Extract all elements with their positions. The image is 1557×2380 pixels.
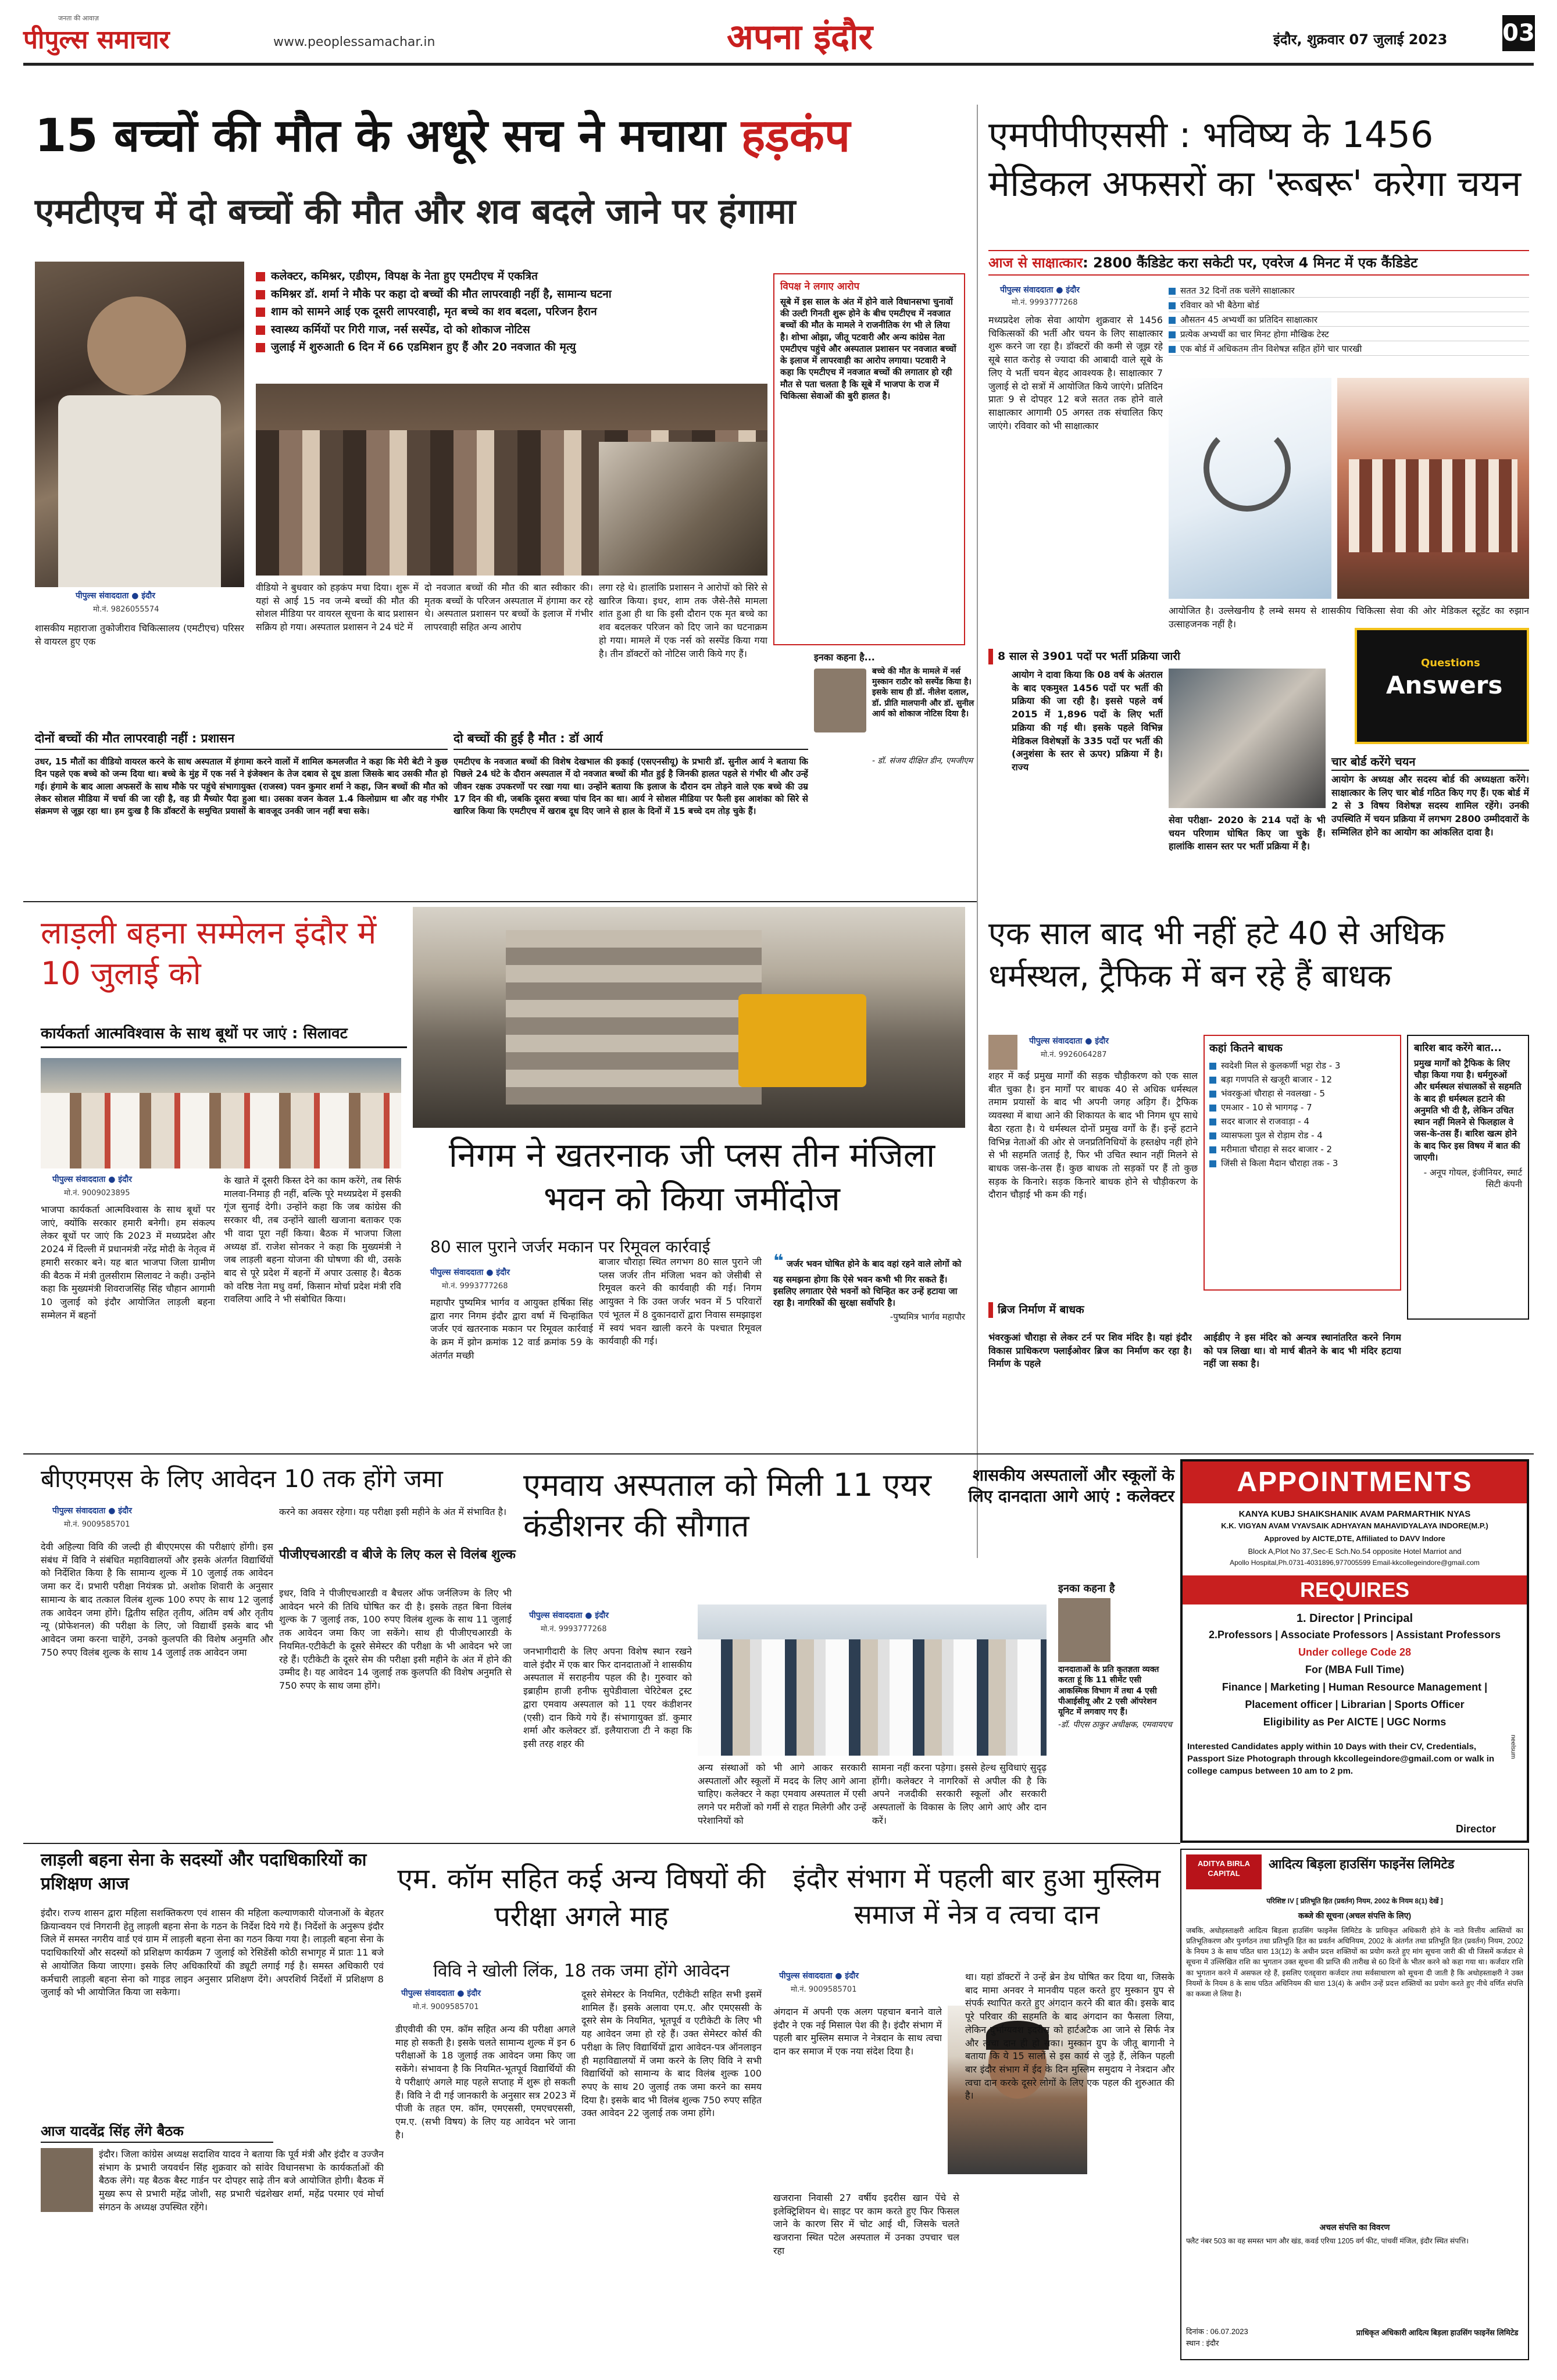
lead-headline (35, 110, 954, 163)
nigam-quote (773, 1250, 965, 1436)
lead-subhead: एमटीएच में दो बच्चों की मौत और शव बदले जाने पर हंगामा (35, 191, 796, 232)
ladli2-text: इंदौर। राज्य शासन द्वारा महिला सशक्तिकरण एवं शासन की महिला कल्याणकारी योजनाओं के बेहतर क्रियान्वयन एवं निगरानी हेतु लाड़ली बहना सेना के गठन के निर्देश दिये गये हैं। निर्देशों के अनुरूप इंदौर जिले में समस्त नगरीय वार्ड एवं ग्राम में लाड़ली बहना सेना का गठन किया गया है। लाड़ली बहना सेना के पदाधिकारियों और सदस्यों को प्रशिक्षण कार्यक्रम 7 जुलाई को रेसिडेंसी कोठी सभागृह में प्रातः 11 बजे से आयोजित किया जाएगा। इसके लिए अधिकारियों की ड्यूटी लगाई गई है। समस्त अधिकारी एवं कर्मचारी लाड़ली बहना सेना को गाइड लाइन अनुसार प्रशिक्षण देंगे। अपरशिर्य निर्देशों में प्रशिक्षण 8 जुलाई को भी आयोजित किया जा सकेगा। (41, 1907, 384, 1998)
myh-kahna-attrib: -डॉ. पीएस ठाकुर अधीक्षक, एमवायएच (1058, 1720, 1172, 1730)
myh-headline: एमवाय अस्पताल को मिली 11 एयर कंडीशनर की सौगात (523, 1467, 931, 1545)
ad-org: KANYA KUBJ SHAIKSHANIK AVAM PARMARTHIK NYAS (1238, 1509, 1471, 1519)
nigam-photo (413, 907, 965, 1128)
pg-heading: पीजीएचआरडी व बीजे के लिए कल से विलंब शुल्क (279, 1548, 516, 1562)
muslim-body-col2: था। यहां डॉक्टरों ने उन्हें ब्रेन डेथ घोषित कर दिया था, जिसके बाद मामा अनवर ने मानवीय पहल करते हुए मुस्कान ग्रुप से संपर्क स्थापित करते हुए अंगदान करने की बात की। इसके बाद पूरे परिवार की सहमति के बाद अंगदान का फैसला लिया, लेकिन दुर्भाग्यवश इदरीस को हार्टअटैक आ जाने से सिर्फ नेत्र और त्वचा दान ही हो सका। मुस्कान ग्रुप के जीतू बागानी ने बताया कि ये 15 सालों से इस कार्य से जुड़े हैं, लेकिन पहली बार इंदौर संभाग में ईद के दिन मुस्लिम समुदाय ने नेत्रदान और त्वचा दान करके दूसरे लोगों के लिए एक पहल की शुरुआत की है। (965, 1971, 1174, 2102)
mppsc-strip-text: : 2800 कैंडिडेट करा सकेटी पर, एवरेज 4 मिनट में एक कैंडिडेट (1083, 255, 1418, 271)
notice-brand-text: ADITYA BIRLA CAPITAL (1197, 1859, 1251, 1878)
kahan-list (1209, 1060, 1395, 1170)
ad-line7: Eligibility as Per AICTE | UGC Norms (1263, 1716, 1447, 1728)
section-rule (23, 901, 977, 902)
vipaksh-box (773, 273, 965, 645)
lead-body-col4: लगा रहे थे। हालांकि प्रशासन ने आरोपों को सिरे से खारिज किया। इधर, शाम तक जैसे-तैसे मामला शांत हुआ ही था कि इसी दौरान एक मृत बच्चे का शव बदलकर परिजन को दिए जाने का घटनाक्रम हो गया। मामले में एक नर्स को सस्पेंड किया गया है। तीन डॉक्टरों को नोटिस जारी किये गए हैं। (599, 582, 767, 659)
nigam-body-col2: बाजार चौराहा स्थित लगभग 80 साल पुराने जी प्लस जर्जर तीन मंजिला भवन को जेसीबी से रिमूवल करने की कार्यवाही की गई। निगम आयुक्त ने कि उक्त जर्जर भवन में 5 परिवारों एवं भूतल में 8 दुकानदारों द्वारा निवास समझाइश में स्वयं भवन खाली करने के पश्चात रिमूवल कार्यवाही की गई। (599, 1256, 762, 1347)
ladli-headline: लाड़ली बहना सम्मेलन इंदौर में 10 जुलाई को (41, 914, 377, 992)
kahan-heading (1209, 1041, 1395, 1056)
board-text: आयोग के अध्यक्ष और सदस्य बोर्ड की अध्यक्षता करेंगे। साक्षात्कार के लिए चार बोर्ड गठित किए गए हैं। एक बोर्ड में 2 से 3 विषय विशेषज्ञ सदस्य शामिल रहेंगे। उनकी उपस्थिति में चयन प्रक्रिया में लगभग 2800 उम्मीदवारों के सम्मिलित होने का आयोग का आंकलित दावा है। (1331, 774, 1529, 838)
mppsc-fact: रविवार को भी बैठेगा बोर्ड (1169, 299, 1529, 312)
mppsc-photo-building (1337, 378, 1529, 599)
nigam-deck: 80 साल पुराने जर्जर मकान पर रिमूवल कार्रवाई (430, 1237, 710, 1256)
kahan-item: भंवरकुआं चौराहा से नवलखा - 5 (1209, 1088, 1395, 1100)
ladli-photo (41, 1058, 401, 1168)
myh-body-col2: अन्य संस्थाओं को भी आगे आकर सरकारी अस्पतालों और स्कूलों में मदद के लिए आगे आना चाहिए। कलेक्टर ने कहा एमवाय अस्पताल में एसी लगने पर मरीजों को गर्मी से राहत मिलेगी और उन्हें परेशानियों को (698, 1762, 866, 1826)
muslim-body-col1b: खजराना निवासी 27 वर्षीय इदरीस खान पेंचे से इलेक्ट्रिशियन थे। साइट पर काम करते हुए फिर फिसल जाने के कारण सिर में चोट आई थी, जिसके चलते खजराना स्थित पटेल अस्पताल में उनका उपचार चल रहा (773, 2192, 959, 2256)
dharm-photo (988, 1035, 1017, 1070)
ad-line2: 2.Professors | Associate Professors | Assistant Professors (1209, 1629, 1501, 1641)
mppsc-fact: एक बोर्ड में अधिकतम तीन विशेषज्ञ सहित होंगे चार पारखी (1169, 343, 1529, 356)
nigam-body-col1: महापौर पुष्यमित्र भार्गव व आयुक्त हर्षिका सिंह द्वारा नगर निगम इंदौर द्वारा वर्षा में चिन्हांकित जर्जर एवं खतरनाक मकान पर रिमूवल कार्रवाई के क्रम में झोन क्रमांक 12 वार्ड क्रमांक 59 के अंतर्गत मच्छी (430, 1297, 593, 1361)
col-divider (977, 105, 978, 1558)
myh-body-col1: जनभागीदारी के लिए अपना विशेष स्थान रखने वाले इंदौर में एक बार फिर दानदाताओं ने शासकीय अस्पताल में सराहनीय पहल की है। गुरुवार को इब्राहीम हाजी हनीफ सुपेडीवाला चेरिटेबल ट्रस्ट द्वारा एमवाय अस्पताल को 11 एयर कंडीशनर (एसी) दान किये गये हैं। संभागायुक्त डॉ. कुमार शर्मा और कलेक्टर डॉ. इलैयाराजा टी ने कहा कि इसी तरह शहर की (523, 1646, 692, 1750)
mppsc-strip-red: आज से साक्षात्कार (988, 255, 1083, 271)
mcom-body-col1: डीएवीवी की एम. कॉम सहित अन्य की परीक्षा अगले माह हो सकती है। इसके चलते सामान्य शुल्क में इन 6 परीक्षाओं के 18 जुलाई तक आवेदन जमा किए जा सकेंगे। संभावना है कि नियमित-भूतपूर्व विद्यार्थियों की ये परीक्षाएं अगले माह पहले सप्ताह में शुरू हो सकती हैं। विवि ने दी गई जानकारी के अनुसार सत्र 2023 में पीजी के तहत एम. कॉम, एमएससी, एमएचएससी, एम.ए. (सभी विषय) के लिए यह आवेदन भरे जाना है। (395, 2024, 576, 2140)
notice-box (1180, 1849, 1529, 2360)
myh-mobile: मो.नं. 9993777268 (541, 1625, 607, 1634)
ad-footer: Interested Candidates apply within 10 Days with their CV, Credentials, Passport Size Photograph through kkcollegeindore@gmail.com or walk in college campus between 10 am to 2 pm. (1187, 1742, 1495, 1776)
ladli-body-col2: के खाते में दूसरी किस्त देने का काम करेंगे, तब सिर्फ मालवा-निमाड़ ही नहीं, बल्कि पूरे मध्यप्रदेश में इसकी गूंज सुनाई देगी। उन्होंने कहा कि जब कांग्रेस की सरकार थी, तब उन्होंने खाली खजाना बताकर एक भी वादा पूरा नहीं किया। बैठक में भाजपा जिला अध्यक्ष डॉ. राजेश सोनकर ने कहा कि मुख्यमंत्री ने जब लाड़ली बहना योजना की घोषणा की थी, उसके बाद से पूरे प्रदेश में बहनों में अपार उत्साह है। बैठक को वरिष्ठ नेता मधु वर्मा, किसान मोर्चा प्रदेश मंत्री रवि रावलिया आदि ने भी संबोधित किया। (224, 1175, 401, 1305)
bridge-heading: ब्रिज निर्माण में बाधक (988, 1302, 1221, 1318)
myh-kahna (1058, 1581, 1174, 1849)
photo-figure (58, 395, 221, 587)
myh-kahna-text: दानदाताओं के प्रति कृतज्ञता व्यक्त करता हूं कि 11 सीमेंट एसी आकस्मिक विभाग में तथा 4 एसी पीआईसीयू और 2 एसी ऑपरेशन यूनिट में लगवाए गए हैं। (1058, 1665, 1159, 1717)
sub2-heading: दो बच्चों की हुई है मौत : डॉ आर्य (453, 730, 808, 750)
kahna-box (814, 651, 977, 785)
lead-bullet: कमिश्नर डॉ. शर्मा ने मौके पर कहा दो बच्चों की मौत लापरवाही नहीं है, सामान्य घटना (256, 287, 767, 302)
lead-bullet: स्वास्थ्य कर्मियों पर गिरी गाज, नर्स सस्पेंड, दो को शोकाज नोटिस (256, 322, 767, 338)
barish-text: प्रमुख मार्गों को ट्रैफिक के लिए चौड़ा किया गया है। धर्मगुरुओं और धर्मस्थल संचालकों से सहमति के बाद ही धर्मस्थल हटाने की अनुमति भी दी है, लेकिन उचित स्थान नहीं मिलने से फिलहाल वे जस-के-तस हैं। बारिश खत्म होने के बाद फिर इस विषय में बात की जाएगी। (1414, 1057, 1522, 1163)
mppsc-photo-interview (1169, 669, 1326, 808)
kahan-heading-text: कहां कितने बाधक (1209, 1042, 1283, 1055)
photo-excavator (738, 994, 866, 1087)
lead-mobile: मो.नं. 9826055574 (93, 605, 159, 614)
notice-date: दिनांक : 06.07.2023 (1186, 2327, 1248, 2336)
ad-requires: REQUIRES (1183, 1575, 1527, 1604)
mppsc-facts (1169, 285, 1529, 358)
myh-body-col3: सामना नहीं करना पड़ेगा। इससे हेल्थ सुविधाएं सुदृढ़ होंगी। कलेक्टर ने नागरिकों से अपील की है कि अपने नजदीकी सरकारी स्कूलों और सरकारी अस्पतालों के विकास के लिए आगे आएं और दान करें। (872, 1762, 1047, 1826)
nigam-mobile: मो.नं. 9993777268 (442, 1282, 508, 1291)
quote-icon: ❝ (773, 1251, 784, 1271)
ladli2-sub-heading: आज यादवेंद्र सिंह लेंगे बैठक (41, 2122, 273, 2143)
bridge-text: भंवरकुआं चौराहा से लेकर टर्न पर शिव मंदिर है। यहां इंदौर विकास प्राधिकरण फ्लाईओवर ब्रिज का निर्माण कर रहा है। निर्माण के पहले (988, 1332, 1192, 1370)
ad-sign: Director (1456, 1823, 1497, 1835)
kahna-attrib: - डॉ. संजय दीक्षित डीन, एमजीएम (872, 756, 973, 766)
kahna-heading: इनका कहना है... (814, 652, 875, 663)
lead-credit: पीपुल्स संवाददाता ● इंदौर (76, 591, 155, 601)
myh-kahna-heading: इनका कहना है (1058, 1582, 1115, 1595)
lead-body-col3: दो नवजात बच्चों की मौत की बात स्वीकार की। मृतक बच्चों के परिजन अस्पताल में हंगामा कर रहे थे। अस्पताल प्रशासन पर बच्चों के इलाज में गंभीर लापरवाही सहित अन्य आरोप (424, 582, 593, 633)
notice-title: कब्जे की सूचना (अचल संपत्ति के लिए) (1298, 1911, 1412, 1920)
ad-line1: 1. Director | Principal (1296, 1612, 1413, 1625)
myh-photo (698, 1604, 1047, 1756)
bams-body-col2: करने का अवसर रहेगा। यह परीक्षा इसी महीने के अंत में संभावित है। (279, 1506, 507, 1517)
vipaksh-text: सूबे में इस साल के अंत में होने वाले विधानसभा चुनावों की उल्टी गिनती शुरू होने के बीच एमटीएच में नवजात बच्चों की मौत के मामले ने राजनीतिक रंग भी ले लिया है। शोभा ओझा, जीतू पटवारी और अन्य कांग्रेस नेता एमटीएच पहुंचे और अस्पताल प्रशासन पर नवजात बच्चों के इलाज में लापरवाही का आरोप लगाया। पटवारी ने कहा कि एमटीएच में नवजात बच्चों की लगातार हो रही मौत से पता चलता है कि सूबे में भाजपा के राज में चिकित्सा सेवाओं की बुरी हालत है। (780, 296, 956, 401)
lead-photo-3 (599, 442, 767, 576)
ladli-deck: कार्यकर्ता आत्मविश्वास के साथ बूथों पर जाएं : सिलावट (41, 1023, 407, 1048)
mppsc-mobile: मो.नं. 9993777268 (1012, 298, 1078, 307)
page-number: 03 (1502, 15, 1535, 51)
kahan-box (1204, 1035, 1401, 1291)
muslim-headline: इंदौर संभाग में पहली बार हुआ मुस्लिम समाज में नेत्र व त्वचा दान (792, 1863, 1161, 1931)
ad-line3: Under college Code 28 (1298, 1646, 1412, 1658)
mppsc-body: मध्यप्रदेश लोक सेवा आयोग शुक्रवार से 1456 चिकित्सकों की भर्ती और चयन के लिए साक्षात्कार शुरू करने जा रहा है। डॉक्टरों की कमी से जूझ रहे सूबे सात करोड़ से ज्यादा की आबादी वाले सूबे के लिए ये भर्ती चयन बेहद आवश्यक है। साक्षात्कार 7 जुलाई से दो सत्रों में आयोजित किये जाएंगे। प्रतिदिन प्रातः 9 से दोपहर 12 बजे सतत तक होने वाले साक्षात्कार आगामी 05 अगस्त तक संचालित किए जाएंगे। रविवार को भी साक्षात्कार (988, 315, 1163, 431)
muslim-credit: पीपुल्स संवाददाता ● इंदौर (779, 1971, 859, 1981)
ad-approved: Approved by AICTE,DTE, Affiliated to DAVV Indore (1264, 1534, 1445, 1543)
mcom-deck: विवि ने खोली लिंक, 18 तक जमा होंगे आवेदन (433, 1961, 730, 1981)
lead-bullet: कलेक्टर, कमिश्नर, एडीएम, विपक्ष के नेता हुए एमटीएच में एकत्रित (256, 269, 767, 284)
kahan-item: मरीमाता चौराहा से सदर बाजार - 2 (1209, 1143, 1395, 1156)
section-rule (23, 1453, 1534, 1455)
notice-sign: प्राधिकृत अधिकारी आदित्य बिड़ला हाउसिंग फाइनेंस लिमिटेड (1356, 2328, 1519, 2337)
ad-address: Block A,Plot No 37,Sec-E Sch.No.54 opposite Hotel Marriot and (1248, 1547, 1462, 1556)
section-rule (23, 1843, 1180, 1844)
photo-people (41, 1093, 401, 1168)
muslim-mobile: मो.नं. 9009585701 (791, 1985, 857, 1994)
sub1-text: उधर, 15 मौतों का वीडियो वायरल करने के साथ अस्पताल में हंगामा करने वालों में शामिल कमलजीत ने कहा कि मेरी बेटी ने कुछ दिन पहले एक बच्चे को जन्म दिया था। बच्चे के मुंह में एक नर्स ने इंजेक्शन के तेज दबाव से दूध डाला जिसके बाद उसकी मौत हो गई। हंगामे के बाद आला अफसरों के साथ मौके पर पहुंचे संभागायुक्त (राजस्व) पवन कुमार शर्मा ने कहा, जिन बच्चों की मौत को लेकर सोशल मीडिया में चर्चा की जा रही है, वह प्री मैच्योर पैदा हुआ था। उसका वजन केवल 1.4 किलोग्राम था और वह गंभीर संक्रमण से जूझ रहा था। हम दुःख है कि डॉक्टरों के समुचित प्रयासों के बावजूद उनकी जान नहीं बचा सके। (35, 756, 448, 817)
lead-body-col1: शासकीय महाराजा तुकोजीराव चिकित्सालय (एमटीएच) परिसर से वायरल हुए एक (35, 623, 244, 647)
photo-people (698, 1639, 1047, 1756)
stethoscope-icon (1204, 424, 1291, 512)
bams-headline: बीएएमएस के लिए आवेदन 10 तक होंगे जमा (41, 1464, 443, 1493)
masthead (23, 13, 1535, 59)
qa-graphic (1355, 628, 1529, 744)
mppsc-headline: एमपीपीएससी : भविष्य के 1456 मेडिकल अफसरों का 'रूबरू' करेगा चयन (988, 113, 1522, 205)
masthead-url: www.peoplessamachar.in (273, 35, 435, 49)
ladli2-photo (41, 2148, 93, 2212)
photo-building (506, 930, 762, 1105)
ad-side: neelsum (1509, 1735, 1517, 1759)
mppsc-sub-text2: सेवा परीक्षा- 2020 के 214 पदों के भी चयन परिणाम घोषित किए जा चुके हैं। हालांकि शासन स्तर पर भर्ती प्रक्रिया में है। (1169, 814, 1326, 852)
ladli2-headline: लाड़ली बहना सेना के सदस्यों और पदाधिकारियों का प्रशिक्षण आज (41, 1850, 367, 1894)
logo-tagline: जनता की आवाज़ (58, 15, 99, 22)
kahan-item: व्यासफला पुल से रोड़ाम रोड - 4 (1209, 1130, 1395, 1142)
kahan-item: सदर बाजार से राजवाड़ा - 4 (1209, 1116, 1395, 1128)
ad-line4: For (MBA Full Time) (1305, 1664, 1404, 1675)
kahna-photo (814, 669, 866, 732)
kahna-text: बच्चे की मौत के मामले में नर्स मुस्कान राठौर को सस्पेंड किया है। इसके साथ ही डॉ. नीलेश दलाल, डॉ. प्रीति मालपानी और डॉ. सुनील आर्य को शोकाज नोटिस दिया है। (872, 667, 974, 719)
qa-top: Questions (1421, 657, 1480, 669)
lead-body-col2: वीडियो ने बुधवार को हड़कंप मचा दिया। शुरू में यहां से आई 15 नव जन्मे बच्चों की मौत की सोशल मीडिया पर वायरल सूचना के बाद प्रशासन सक्रिय हो गया। अस्पताल प्रशासन ने 24 घंटे में (256, 582, 419, 633)
board-heading: चार बोर्ड करेंगे चयन (1331, 753, 1529, 771)
lead-bullet: शाम को सामने आई एक दूसरी लापरवाही, मृत बच्चे का शव बदला, परिजन हैरान (256, 304, 767, 320)
mppsc-credit: पीपुल्स संवाददाता ● इंदौर (1000, 285, 1080, 295)
sub2-text: एमटीएच के नवजात बच्चों की विशेष देखभाल की इकाई (एसएनसीयू) के प्रभारी डॉ. सुनील आर्य ने बताया कि पिछले 24 घंटे के दौरान अस्पताल में दो नवजात बच्चों की मौत हुई है जिनकी हालत पहले से गंभीर थी और उन्हें जीवन रक्षक उपकरणों पर रखा गया था। उन्होंने बताया कि इलाज के दौरान दम तोड़ने वाले एक बच्चे की उम्र 17 दिन की थी, जबकि दूसरा बच्चा पांच दिन का था। आर्य ने सोशल मीडिया पर फैली इस आशंका को सिरे से खारिज किया कि एमटीएच में खराब दूध दिए जाने से हाल के दिनों में 15 बच्चे दम तोड़ चुके हैं। (453, 756, 808, 817)
myh-kahna-photo (1058, 1598, 1110, 1662)
ladli-mobile: मो.नं. 9009023895 (64, 1189, 130, 1198)
nigam-headline: निगम ने खतरनाक जी प्लस तीन मंजिला भवन को किया जमींदोज (448, 1135, 935, 1219)
building-windows (1349, 459, 1517, 552)
mppsc-strip (988, 250, 1529, 276)
mcom-headline: एम. कॉम सहित कई अन्य विषयों की परीक्षा अगले माह (397, 1863, 766, 1933)
kahan-item: स्वदेशी मिल से कुलकर्णी भट्टा रोड - 3 (1209, 1060, 1395, 1072)
notice-sub-body: फ्लैट नंबर 503 का वह समस्त भाग और खंड, कवर्ड एरिया 1205 वर्ग फीट, पांचवीं मंजिल, इंदौर स्थित संपत्ति। (1186, 2237, 1469, 2245)
ladli-body-col1: भाजपा कार्यकर्ता आत्मविश्वास के साथ बूथों पर जाएं, क्योंकि सरकार हमारी बनेगी। हम संकल्प लेकर बूथों पर जाएं कि 2023 में मध्यप्रदेश और 2024 में दिल्ली में प्रधानमंत्री नरेंद्र मोदी के नेतृत्व में हमारी सरकार बने। यह बात भाजपा जिला ग्रामीण की बैठक में मंत्री तुलसीराम सिलावट ने कही। उन्होंने कहा कि मुख्यमंत्री शिवराजसिंह सिंह चौहान आगामी 10 जुलाई को इंदौर आयोजित लाड़ली बहना सम्मेलन में बहनों (41, 1204, 215, 1321)
ad-address2: Apollo Hospital,Ph.0731-4031896,977005599 Email-kkcollegeindore@gmail.com (1230, 1559, 1480, 1567)
ladli-credit: पीपुल्स संवाददाता ● इंदौर (52, 1175, 132, 1184)
dharm-body: शहर में कई प्रमुख मार्गों की सड़क चौड़ीकरण को एक साल बीत चुका है। इन मार्गों पर बाधक 40 से अधिक धर्मस्थल तमाम प्रयासों के बाद भी अपनी जगह अड़िग हैं। ट्रैफिक व्यवस्था में बाधा आने की शिकायत के बाद भी निगम धूप साधे बैठा रहता है। ये धर्मस्थल दोनों प्रमुख वर्गों के हैं। इन्हें हटाने विभिन्न नेताओं की ओर से जनप्रतिनिधियों के हस्तक्षेप नहीं होने से भी सहमति जताई है, फिर भी उचित स्थान नहीं मिलने से बाधक जस-के-तस हैं। कुछ बाधक तो सड़कों पर हैं तो कुछ सड़क के किनारे। सड़क किनारे बाधक होने से चौड़ीकरण के दौरान चौड़ाई भी कम की गई। (988, 1070, 1198, 1200)
bridge-text2: आईडीए ने इस मंदिर को अन्यत्र स्थानांतरित करने निगम को पत्र लिखा था। वो मार्च बीतने के बाद भी मंदिर हटाया नहीं जा सका है। (1204, 1332, 1401, 1370)
mppsc-fact: प्रत्येक अभ्यर्थी का चार मिनट होगा मौखिक टेस्ट (1169, 328, 1529, 341)
barish-attrib: - अनूप गोयल, इंजीनियर, स्मार्ट सिटी कंपनी (1423, 1167, 1522, 1190)
dateline: इंदौर, शुक्रवार 07 जुलाई 2023 (1273, 31, 1448, 48)
notice-sub: अचल संपत्ति का विवरण (1319, 2222, 1390, 2232)
myh-credit: पीपुल्स संवाददाता ● इंदौर (529, 1611, 609, 1620)
nigam-credit: पीपुल्स संवाददाता ● इंदौर (430, 1268, 510, 1277)
photo-figure (87, 296, 186, 395)
mppsc-sub-heading: 8 साल से 3901 पदों पर भर्ती प्रक्रिया जारी (988, 649, 1314, 664)
myh-side-heading: शासकीय अस्पतालों और स्कूलों के लिए दानदाता आगे आएं : कलेक्टर (968, 1466, 1174, 1506)
mppsc-caption: आयोजित है। उल्लेखनीय है लम्बे समय से शासकीय चिकित्सा सेवा की ओर मेडिकल स्टूडेंट का रुझान उत्साहजनक नहीं है। (1169, 605, 1529, 630)
bams-mobile: मो.नं. 9009585701 (64, 1520, 130, 1529)
lead-bullet: जुलाई में शुरुआती 6 दिन में 66 एडमिशन हुए हैं और 20 नवजात की मृत्यु (256, 340, 767, 355)
ad-title: APPOINTMENTS (1183, 1461, 1527, 1503)
mcom-credit: पीपुल्स संवाददाता ● इंदौर (401, 1989, 481, 1998)
dharm-credit: पीपुल्स संवाददाता ● इंदौर (1029, 1037, 1109, 1046)
notice-company: आदित्य बिड़ला हाउसिंग फाइनेंस लिमिटेड (1269, 1857, 1455, 1871)
mppsc-fact: औसतन 45 अभ्यर्थी का प्रतिदिन साक्षात्कार (1169, 314, 1529, 327)
bams-body-col1: देवी अहिल्या विवि की जल्दी ही बीएएमएस की परीक्षाएं होंगी। इस संबंध में विवि ने संबंधित महाविद्यालयों और इसके अंतर्गत विद्यार्थियों को निर्देशित किया है कि सामान्य शुल्क में 10 जुलाई तक आवेदन जमा कर दें। प्रभारी परीक्षा नियंत्रक प्रो. अशोक शिवारी के अनुसार सामान्य के बाद तत्काल विलंब शुल्क 100 रुपए के साथ 12 जुलाई तक आवेदन जमा होंगे। द्वितीय सहित तृतीय, अंतिम वर्ष और तृतीय न्यू (प्रोफेशनल) की परीक्षा के लिए, जो विद्यार्थी इसके बाद भी आवेदन जमा करना चाहेंगे, उनको कुलपति की विशेष अनुमति और 750 रुपए विलंब शुल्क के साथ 14 जुलाई तक आवेदन जमा (41, 1541, 273, 1658)
notice-brand (1186, 1854, 1262, 1889)
kahan-item: एमआर - 10 से भागगढ़ - 7 (1209, 1102, 1395, 1114)
ad-line6: Placement officer | Librarian | Sports Officer (1245, 1699, 1465, 1710)
lead-headline-highlight: हड़कंप (741, 110, 851, 162)
mcom-body-col2: दूसरे सेमेस्टर के नियमित, एटीकेटी सहित सभी इसमें शामिल हैं। इसके अलावा एम.ए. और एमएससी के दूसरे सेम के नियमित, भूतपूर्व व एटीकेटी के लिए भी यह आवेदन जमा हो रहे हैं। उक्त सेमेस्टर कोर्स की परीक्षा के लिए विद्यार्थियों द्वारा आवेदन-पत्र ऑनलाइन ही महाविद्यालयों में जमा करने के लिए विवि ने सभी विद्यार्थियों को सामान्य के बाद विलंब शुल्क 100 रुपए के साथ 20 जुलाई तक जमा करने का समय दिया है। इसके बाद भी विलंब शुल्क 750 रुपए सहित उक्त आवेदन 22 जुलाई तक जमा होंगे। (581, 1989, 762, 2119)
ad-college: K.K. VIGYAN AVAM VYAVSAIK ADHYAYAN MAHAVIDYALAYA INDORE(M.P.) (1221, 1521, 1488, 1530)
dharm-headline: एक साल बाद भी नहीं हटे 40 से अधिक धर्मस्थल, ट्रैफिक में बन रहे हैं बाधक (988, 915, 1445, 994)
masthead-rule (23, 63, 1534, 66)
vipaksh-heading: विपक्ष ने लगाए आरोप (780, 281, 860, 292)
mcom-mobile: मो.नं. 9009585701 (413, 2003, 479, 2011)
barish-box (1407, 1035, 1529, 1320)
bams-credit: पीपुल्स संवाददाता ● इंदौर (52, 1506, 132, 1516)
appointments-ad (1180, 1459, 1529, 1843)
pg-text: इधर, विवि ने पीजीएचआरडी व बैचलर ऑफ जर्नलिज्म के लिए भी आवेदन भरने की तिथि घोषित कर दी है। इसके तहत बिना विलंब शुल्क के 7 जुलाई तक, 100 रुपए विलंब शुल्क के साथ 11 जुलाई तक आवेदन जमा किए जा सकेंगे। साथ ही पीजीएचआरडी के नियमित-एटीकेटी के दूसरे सेमेस्टर की परीक्षा के भी आवेदन भरे जा रहे हैं। एटीकेटी के दूसरे सेम की परीक्षा इसी महीने के अंत में होने की उम्मीद है। यह आवेदन 14 जुलाई तक कुलपति की विशेष अनुमति से 750 रुपए के साथ जमा होंगे। (279, 1588, 512, 1692)
logo-text: पीपुल्स समाचार (23, 25, 170, 55)
qa-main: Answers (1386, 671, 1503, 699)
ladli2-sub-text: इंदौर। जिला कांग्रेस अध्यक्ष सदाशिव यादव ने बताया कि पूर्व मंत्री और इंदौर व उज्जैन संभाग के प्रभारी जयवर्धन सिंह शुक्रवार को सांवेर विधानसभा के कार्यकर्ताओं की बैठक लेंगे। यह बैठक बैस्ट गार्डन पर दोपहर साढ़े तीन बजे आयोजित होगी। बैठक में मुख्य रूप से प्रभारी महेंद्र जोशी, सह प्रभारी चंद्रशेखर शर्मा, महेंद्र परमार एवं मोर्चा संगठन के अध्यक्ष उपस्थित रहेंगे। (99, 2149, 384, 2213)
nigam-quote-attrib: -पुष्यमित्र भार्गव महापौर (890, 1311, 965, 1323)
ad-line5: Finance | Marketing | Human Resource Management | (1222, 1681, 1488, 1693)
notice-body: जबकि, अधोहस्ताक्षरी आदित्य बिड़ला हाउसिंग फाइनेंस लिमिटेड के प्राधिकृत अधिकारी होने के नाते वित्तीय आस्तियों का प्रतिभूतिकरण और पुनर्गठन तथा प्रतिभूति हित का प्रवर्तन अधिनियम, 2002 के अंतर्गत तथा प्रतिभूति हित (प्रवर्तन) नियम, 2002 के नियम 3 के साथ पठित धारा 13(12) के अधीन प्रदत्त शक्तियों का प्रयोग करते हुए मांग सूचना जारी की थी जिसमें कर्जदार से सूचना में उल्लिखित राशि का भुगतान उक्त सूचना की प्राप्ति की तारीख से 60 दिनों के भीतर करने को कहा गया था। कर्जदार राशि का भुगतान करने में असफल रहे हैं, इसलिए एतद्द्वारा कर्जदार तथा सर्वसाधारण को सूचना दी जाती है कि अधोहस्ताक्षरी ने उक्त नियमों के नियम 8 के साथ पठित अधिनियम की धारा 13(4) के अधीन उन्हें प्रदत्त शक्तियों का प्रयोग करते हुए नीचे वर्णित संपत्ति का कब्जा ले लिया है। (1186, 1927, 1523, 1998)
lead-photo-1 (35, 262, 244, 587)
masthead-logo (23, 14, 256, 55)
lead-headline-main: 15 बच्चों की मौत के अधूरे सच ने मचाया (35, 110, 741, 162)
notice-sec: परिशिष्ट IV [ प्रतिभूति हित (प्रवर्तन) नियम, 2002 के नियम 8(1) देखें ] (1266, 1897, 1443, 1905)
sub1-heading: दोनों बच्चों की मौत लापरवाही नहीं : प्रशासन (35, 730, 448, 750)
dharm-mobile: मो.नं. 9926064287 (1041, 1050, 1107, 1059)
notice-place: स्थान : इंदौर (1186, 2339, 1219, 2347)
lead-bullets (256, 269, 767, 358)
section-title: अपना इंदौर (727, 17, 873, 58)
nigam-quote-text: जर्जर भवन घोषित होने के बाद वहां रहने वाले लोगों को यह समझना होगा कि ऐसे भवन कभी भी गिर सकते हैं। इसलिए लगातार ऐसे भवनों को चिन्हित कर उन्हें हटाया जा रहा है। नागरिकों की सुरक्षा सर्वोपरि है। (773, 1259, 962, 1308)
muslim-body-col1: अंगदान में अपनी एक अलग पहचान बनाने वाले इंदौर ने एक नई मिसाल पेश की है। इंदौर संभाग में पहली बार मुस्लिम समाज ने नेत्रदान के साथ त्वचा दान कर समाज में एक नया संदेश दिया है। (773, 2006, 942, 2057)
mppsc-sub-text: आयोग ने दावा किया कि 08 वर्ष के अंतराल के बाद एकमुश्त 1456 पदों पर भर्ती की प्रक्रिया की जा रही है। इससे पहले वर्ष 2015 में 1,896 पदों के लिए भर्ती प्रक्रिया की गई थी। इसके पहले विभिन्न मेडिकल विशेषज्ञों के 335 पदों पर भर्ती की (अनुशंसा के स्तर से ऊपर) प्रक्रिया में है। राज्य (1012, 669, 1163, 773)
kahan-item: जिंसी से किला मैदान चौराहा तक - 3 (1209, 1157, 1395, 1170)
barish-heading: बारिश बाद करेंगे बात... (1414, 1042, 1502, 1054)
kahan-item: बड़ा गणपति से खजूरी बाजार - 12 (1209, 1074, 1395, 1086)
mppsc-fact: सतत 32 दिनों तक चलेंगे साक्षात्कार (1169, 285, 1529, 298)
mppsc-photo-doctor (1169, 378, 1331, 599)
